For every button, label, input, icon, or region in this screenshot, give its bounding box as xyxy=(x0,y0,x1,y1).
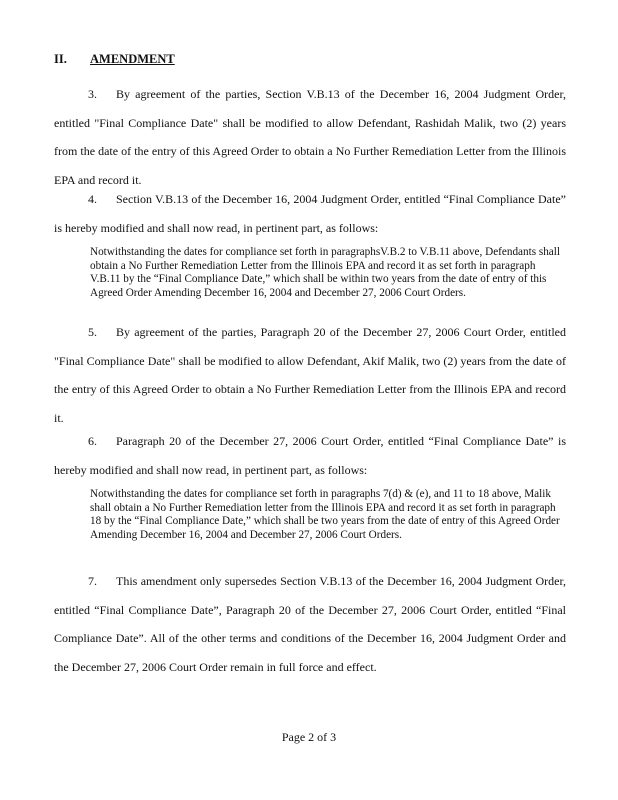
paragraph-number: 5. xyxy=(88,325,97,339)
paragraph-text: By agreement of the parties, Paragraph 20 of the December 27, 2006 Court Order, entitled "Final Compliance Date" shall be modified to allow Defendant, Akif Malik, two (2) years from the date of the entry of this Agreed Order to obtain a No Further Remediation Letter from the Illinois EPA and record it. xyxy=(54,325,566,425)
paragraph-4 xyxy=(54,185,566,242)
paragraph-3 xyxy=(54,80,566,194)
paragraph-number: 7. xyxy=(88,574,97,588)
page-number-footer: Page 2 of 3 xyxy=(281,730,337,744)
paragraph-6 xyxy=(54,427,566,484)
section-number: II. xyxy=(54,52,67,66)
paragraph-7 xyxy=(54,567,566,681)
paragraph-text: Section V.B.13 of the December 16, 2004 Judgment Order, entitled “Final Compliance Date” is hereby modified and shall now read, in pertinent part, as follows: xyxy=(54,192,566,235)
paragraph-text: This amendment only supersedes Section V.B.13 of the December 16, 2004 Judgment Order, entitled “Final Compliance Date”, Paragraph 20 of the December 27, 2006 Court Order, entitled “Final Compliance Date”. All of the other terms and conditions of the December 16, 2004 Judgment Order and the December 27, 2006 Court Order remain in full force and effect. xyxy=(54,574,566,674)
block-quote-2: Notwithstanding the dates for compliance set forth in paragraphs 7(d) & (e), and 11 to 18 above, Malik shall obtain a No Further Remediation letter from the Illinois EPA and record it as set forth in paragraph 18 by the “Final Compliance Date,” which shall be two years from the date of entry of this Agreed Order Amending December 16, 2004 and December 27, 2006 Court Orders. xyxy=(90,488,560,541)
section-heading xyxy=(54,52,175,67)
paragraph-number: 6. xyxy=(88,434,97,448)
paragraph-text: Paragraph 20 of the December 27, 2006 Court Order, entitled “Final Compliance Date” is hereby modified and shall now read, in pertinent part, as follows: xyxy=(54,434,566,477)
paragraph-5 xyxy=(54,318,566,432)
paragraph-text: By agreement of the parties, Section V.B.13 of the December 16, 2004 Judgment Order, entitled "Final Compliance Date" shall be modified to allow Defendant, Rashidah Malik, two (2) years from the date of the entry of this Agreed Order to obtain a No Further Remediation Letter from the Illinois EPA and record it. xyxy=(54,87,566,187)
paragraph-number: 4. xyxy=(88,192,97,206)
paragraph-number: 3. xyxy=(88,87,97,101)
block-quote-1: Notwithstanding the dates for compliance set forth in paragraphsV.B.2 to V.B.11 above, Defendants shall obtain a No Further Remediation Letter from the Illinois EPA and record it as set forth in paragraph V.B.11 by the “Final Compliance Date,” which shall be within two years from the date of entry of this Agreed Order Amending December 16, 2004 and December 27, 2006 Court Orders. xyxy=(90,246,560,299)
section-title: AMENDMENT xyxy=(90,52,175,66)
